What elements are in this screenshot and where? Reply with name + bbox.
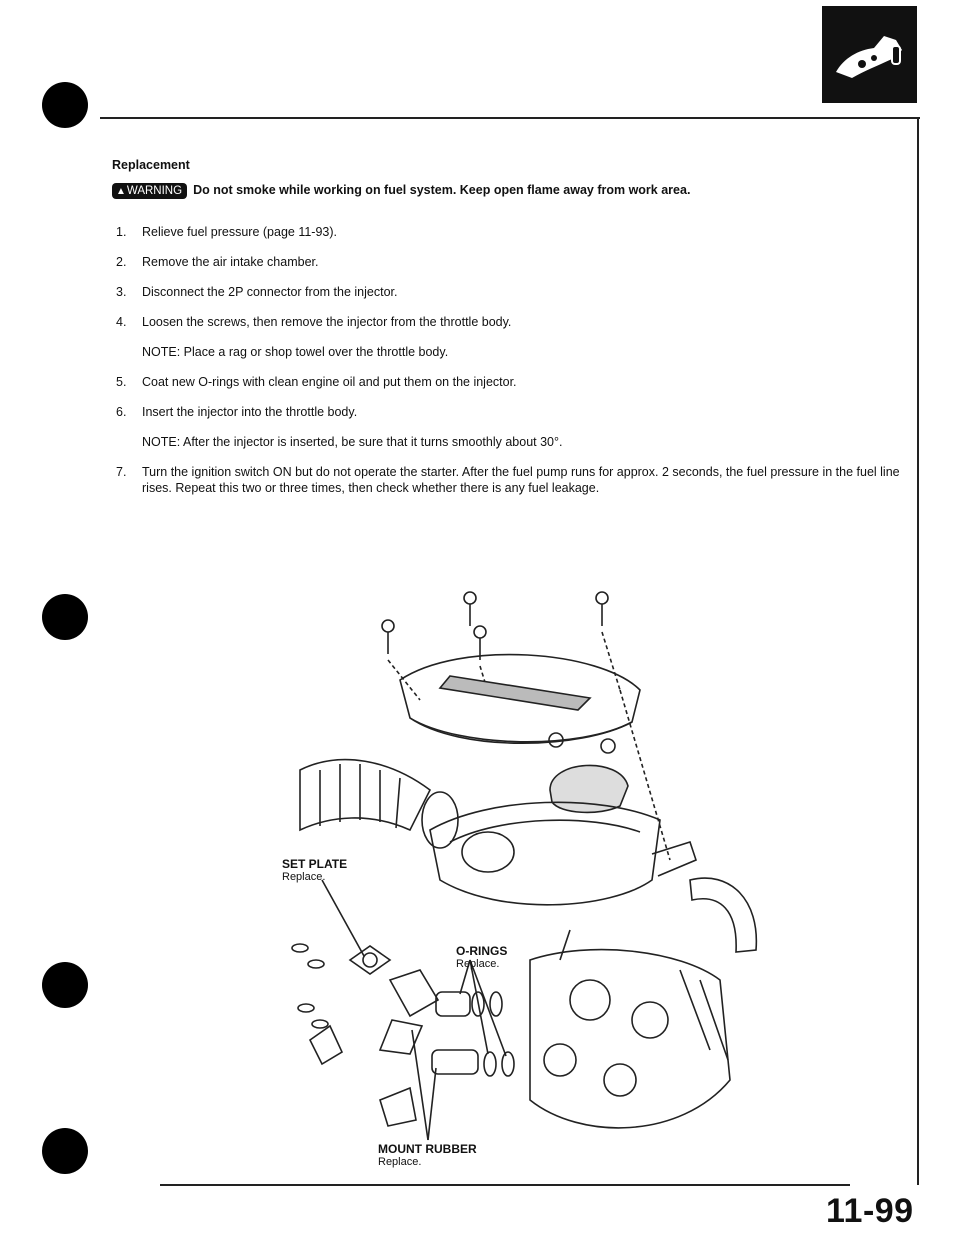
step-text: Relieve fuel pressure (page 11-93). (142, 225, 338, 239)
punch-hole-2 (42, 594, 88, 640)
step-number: 6. (116, 405, 127, 419)
step-2 (112, 254, 912, 270)
callout-sub: Replace. (282, 871, 326, 883)
callout-sub: Replace. (456, 958, 500, 970)
frame-bottom-rule (160, 1184, 850, 1186)
page-number: 11-99 (826, 1192, 914, 1230)
step-3 (112, 284, 912, 300)
callout-title: MOUNT RUBBER (378, 1142, 477, 1156)
step-number: 4. (116, 315, 127, 329)
screw-icon (382, 592, 608, 660)
step-text: Insert the injector into the throttle body. (142, 405, 358, 419)
step-text: Loosen the screws, then remove the injector from the throttle body. (142, 315, 512, 329)
procedure-steps (112, 224, 912, 510)
o-ring-icon (292, 944, 328, 1028)
step-number: 7. (116, 465, 127, 479)
frame-right-rule (917, 117, 919, 1185)
warning-text: Do not smoke while working on fuel system. Keep open flame away from work area. (193, 183, 691, 197)
callout-title: O-RINGS (456, 944, 508, 958)
section-title: Replacement (112, 158, 190, 172)
mount-rubber-callout (378, 1143, 477, 1169)
step-6 (112, 404, 912, 420)
set-plate-callout (282, 858, 347, 884)
step-number: 5. (116, 375, 127, 389)
step-7 (112, 464, 912, 496)
o-rings-callout (456, 945, 507, 971)
punch-hole-4 (42, 1128, 88, 1174)
punch-hole-3 (42, 962, 88, 1008)
warning-triangle-icon: ▲ (116, 186, 126, 197)
step-1 (112, 224, 912, 240)
step-text: Disconnect the 2P connector from the injector. (142, 285, 398, 299)
throttle-body (430, 802, 696, 905)
hose (690, 878, 756, 952)
step-text: Remove the air intake chamber. (142, 255, 319, 269)
step-4 (112, 314, 912, 330)
step-text: Turn the ignition switch ON but do not operate the starter. After the fuel pump runs for approx. 2 seconds, the fuel pressure in the fuel line rises. Repeat this two or three times, then check whether there is any fuel leakage. (142, 465, 900, 495)
callout-title: SET PLATE (282, 857, 348, 871)
engine-block (530, 950, 730, 1128)
step-number: 1. (116, 225, 127, 239)
step-number: 2. (116, 255, 127, 269)
step-4-note: NOTE: Place a rag or shop towel over the throttle body. (142, 345, 449, 359)
air-intake-chamber (400, 655, 640, 744)
fuel-injection-tab-icon (822, 6, 917, 103)
injector-cap (550, 765, 628, 812)
step-number: 3. (116, 285, 127, 299)
warning-badge: ▲WARNING (112, 183, 187, 199)
frame-top-rule (100, 117, 920, 119)
callout-sub: Replace. (378, 1156, 422, 1168)
punch-hole-1 (42, 82, 88, 128)
intake-duct (300, 760, 458, 848)
warning-line (112, 183, 690, 199)
step-5 (112, 374, 912, 390)
injector-assembly (310, 946, 514, 1126)
step-6-note: NOTE: After the injector is inserted, be sure that it turns smoothly about 30°. (142, 435, 563, 449)
step-text: Coat new O-rings with clean engine oil and put them on the injector. (142, 375, 517, 389)
